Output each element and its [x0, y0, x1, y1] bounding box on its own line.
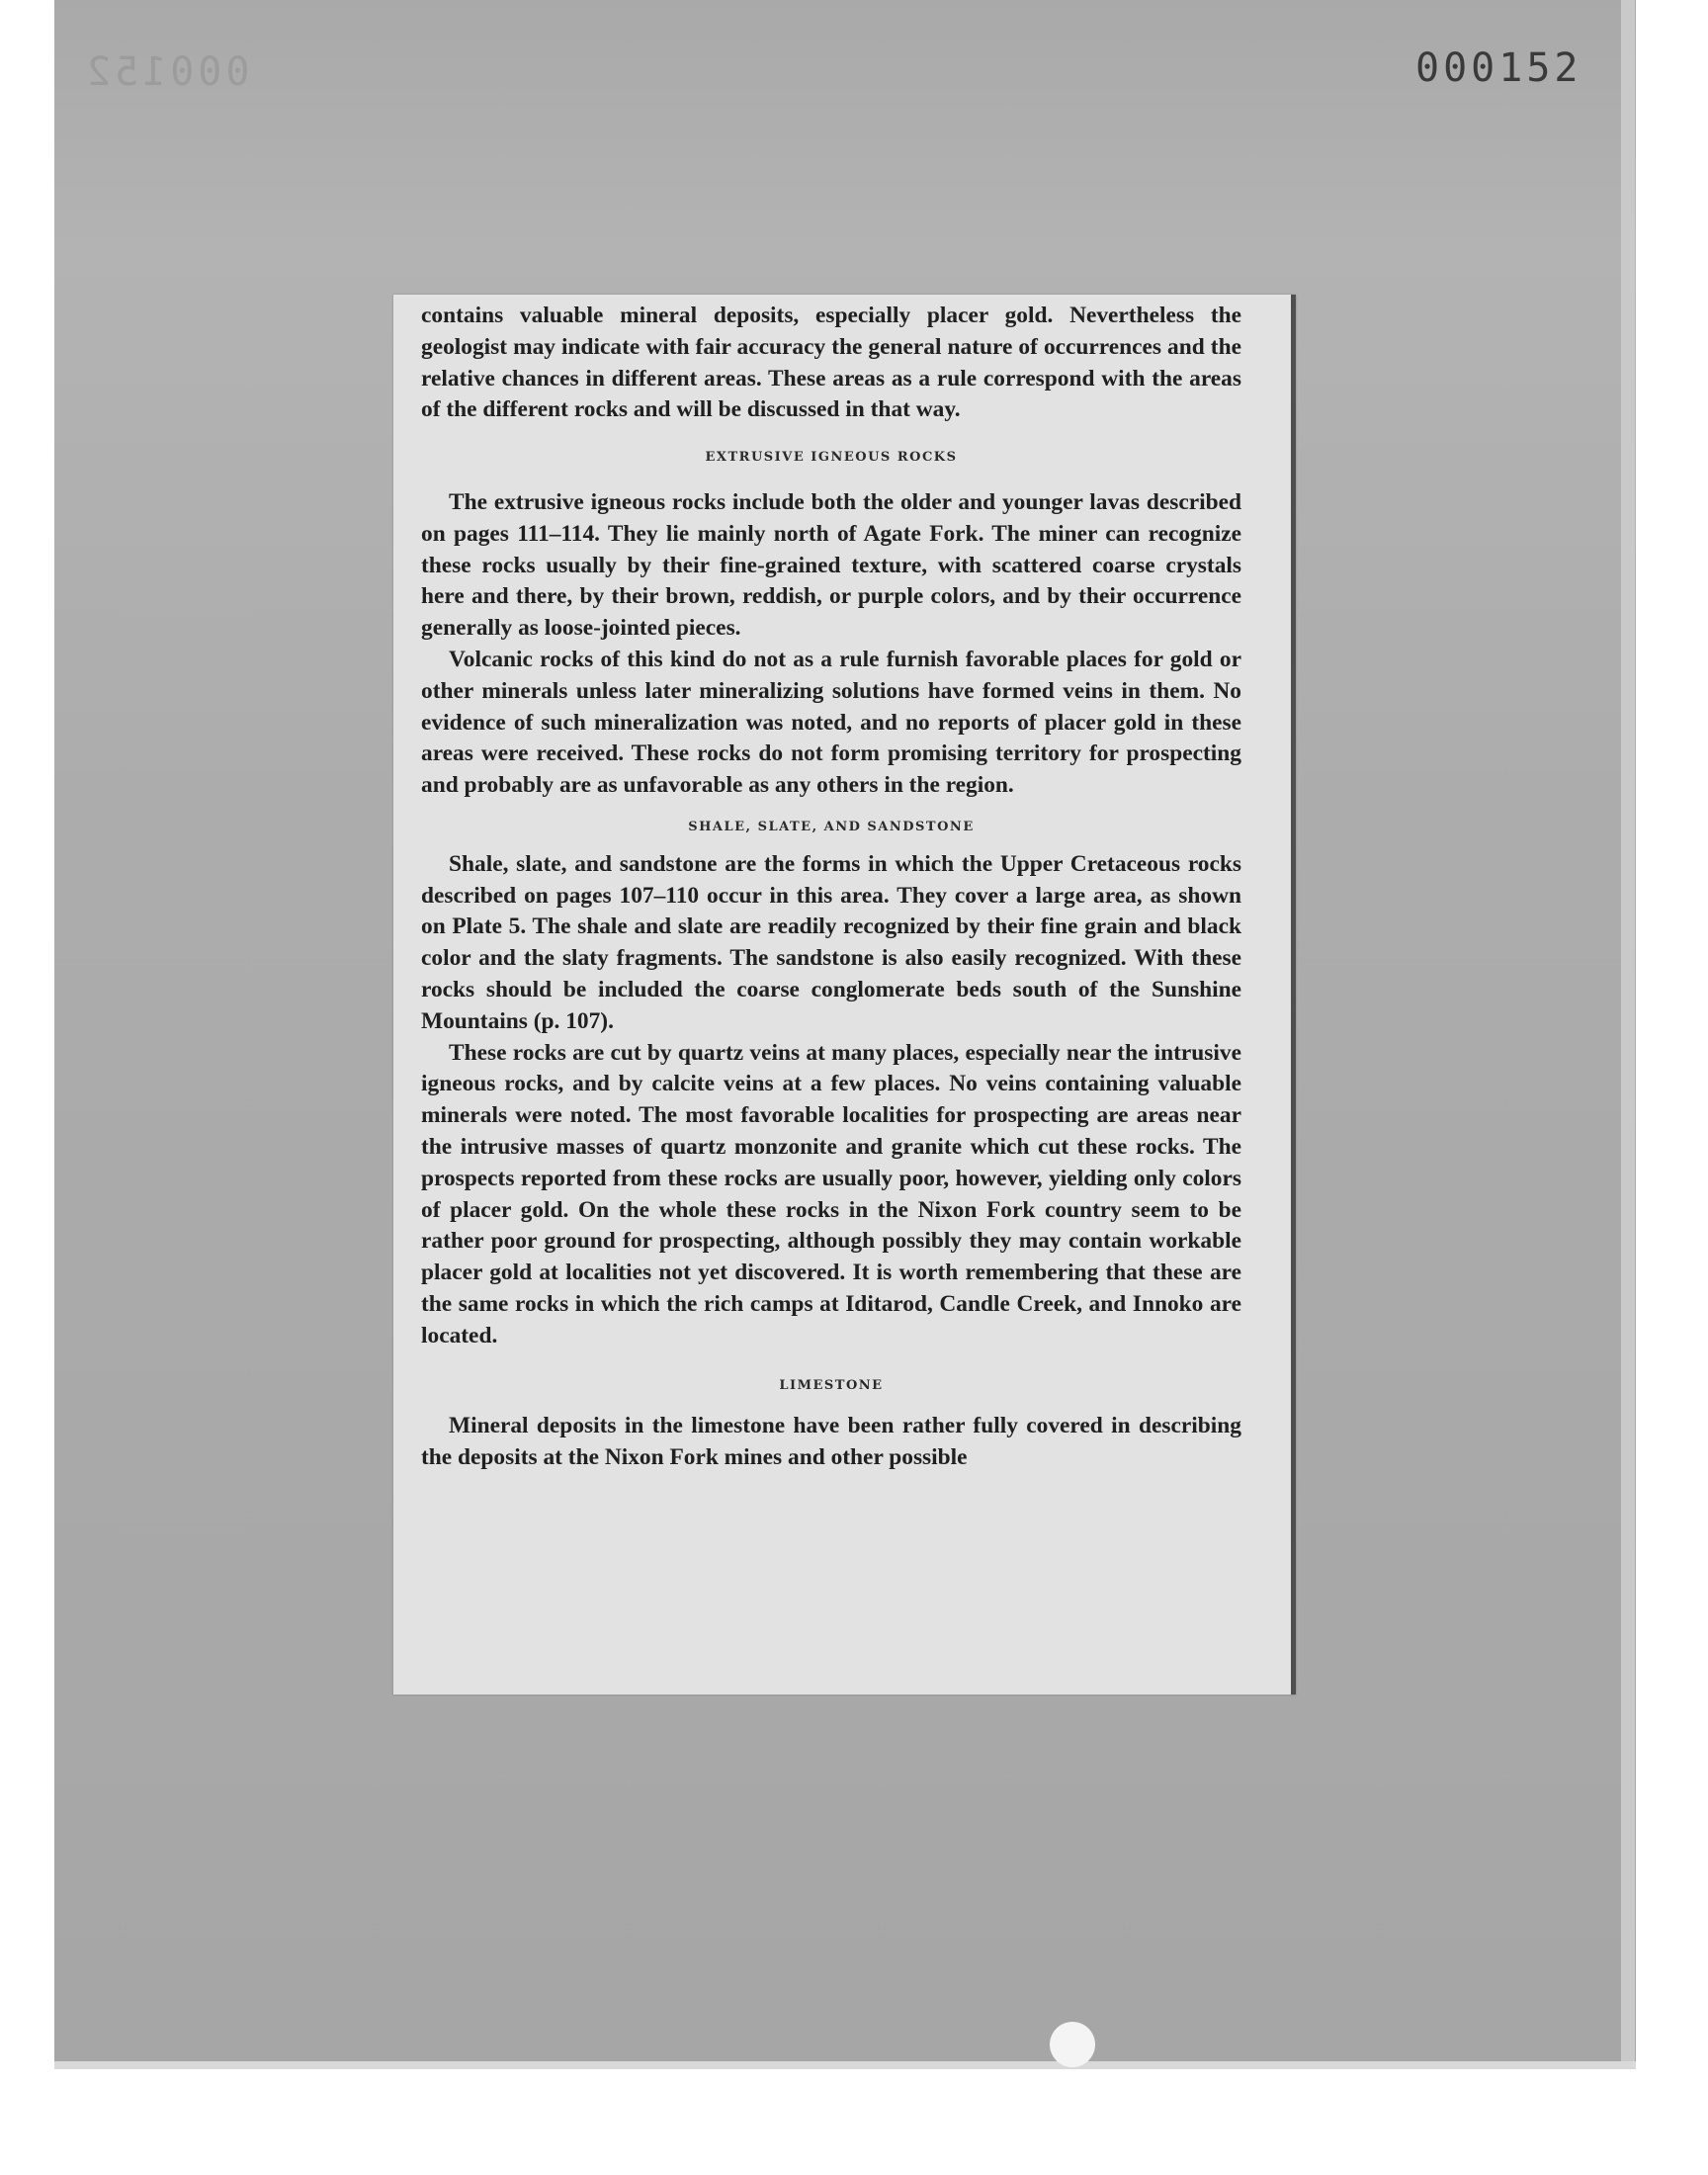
- page-text: [421, 301, 1241, 1474]
- section-heading-extrusive-igneous-rocks: EXTRUSIVE IGNEOUS ROCKS: [705, 450, 958, 466]
- book-page: [393, 295, 1296, 1695]
- section-heading-shale-slate-sandstone: SHALE, SLATE, AND SANDSTONE: [688, 819, 975, 834]
- punch-hole: [1050, 2022, 1095, 2067]
- paragraph-extrusive-1: The extrusive igneous rocks include both the older and younger lavas described on pages 111–114. They lie mainly north of Agate Fork. The miner can recognize these rocks usually by their fine-grained texture, with scattered coarse crystals here and there, by their brown, reddish, or purple colors, and by their occurrence generally as loose-jointed pieces.: [421, 488, 1241, 642]
- document-number-bleedthrough: 000152: [83, 49, 250, 95]
- paragraph-shale-1: Shale, slate, and sandstone are the forms in which the Upper Cretaceous rocks described on pages 107–110 occur in this area. They cover a large area, as shown on Plate 5. The shale and slate are readily recognized by their fine grain and black color and the slaty fragments. The sandstone is also easily recognized. With these rocks should be included the coarse conglomerate beds south of the Sunshine Mountains (p. 107).: [421, 850, 1241, 1034]
- document-number: 000152: [1415, 45, 1582, 91]
- paragraph-shale-2: These rocks are cut by quartz veins at many places, especially near the intrusive igneous rocks, and by calcite veins at a few places. No veins containing valuable minerals were noted. The most favorable localities for prospecting are areas near the intrusive masses of quartz monzonite and granite which cut these rocks. The prospects reported from these rocks are usually poor, however, yielding only colors of placer gold. On the whole these rocks in the Nixon Fork country seem to be rather poor ground for prospecting, although possibly they may contain workable placer gold at localities not yet discovered. It is worth remembering that these are the same rocks in which the rich camps at Iditarod, Candle Creek, and Innoko are located.: [421, 1039, 1241, 1348]
- sheet-bottom-edge: [54, 2061, 1636, 2069]
- sheet-right-edge: [1621, 0, 1635, 2061]
- paragraph-extrusive-2: Volcanic rocks of this kind do not as a rule furnish favorable places for gold or other minerals unless later mineralizing solutions have formed veins in them. No evidence of such mineralization was noted, and no reports of placer gold in these areas were received. These rocks do not form promising territory for prospecting and probably are as unfavorable as any others in the region.: [421, 646, 1241, 799]
- section-heading-limestone: LIMESTONE: [779, 1377, 884, 1393]
- intro-paragraph: contains valuable mineral deposits, especially placer gold. Nevertheless the geologist may indicate with fair accuracy the general nature of occurrences and the relative chances in different areas. These areas as a rule correspond with the areas of the different rocks and will be discussed in that way.: [421, 303, 1241, 423]
- paragraph-limestone-1: Mineral deposits in the limestone have been rather fully covered in describing the deposits at the Nixon Fork mines and other possible: [421, 1413, 1241, 1471]
